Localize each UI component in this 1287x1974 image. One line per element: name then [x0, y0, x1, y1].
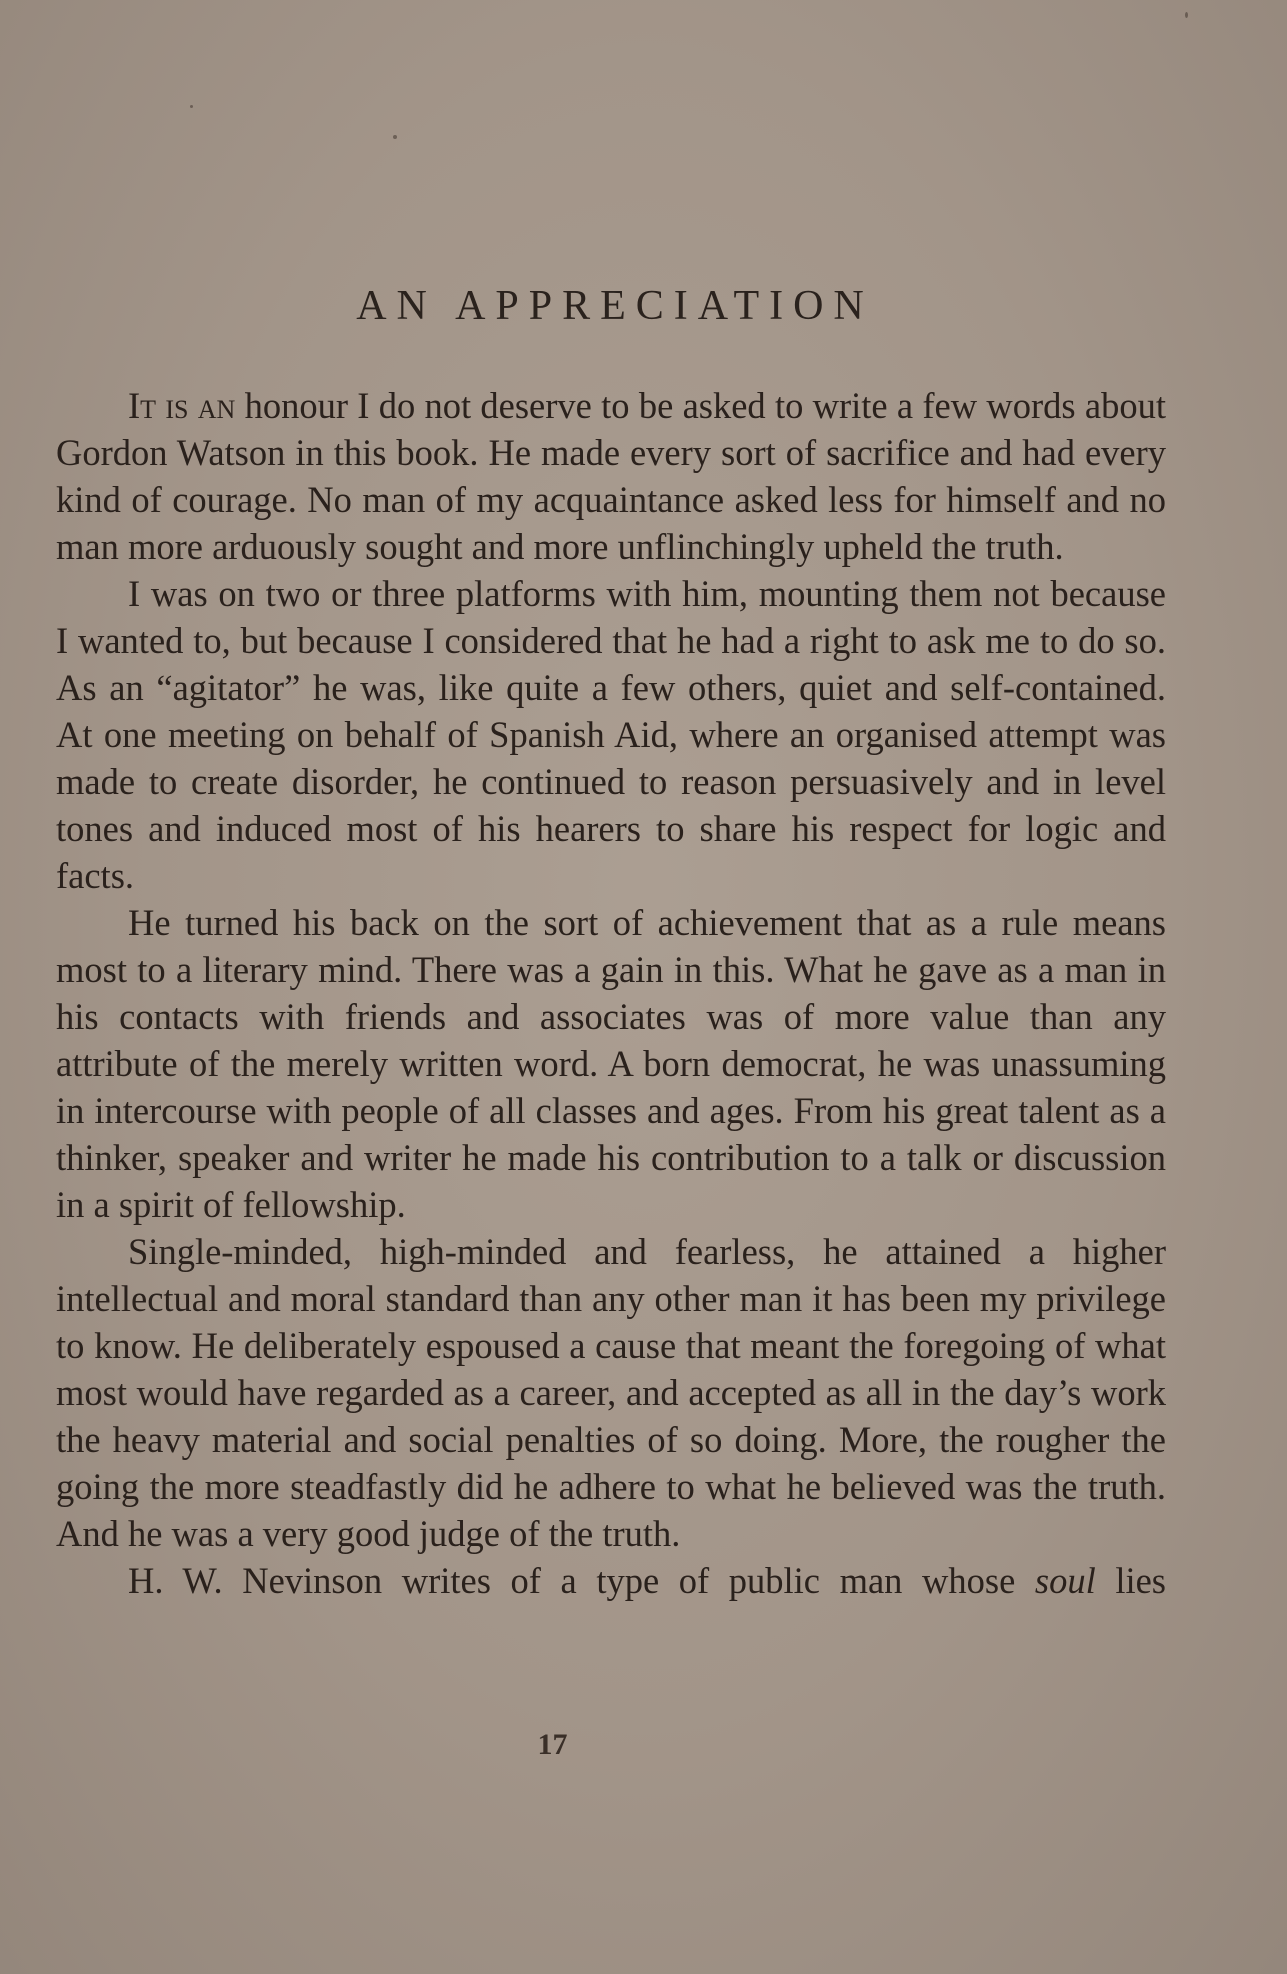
- page-number: 17: [537, 1728, 568, 1761]
- paragraph-text: I was on two or three platforms with him, mounting them not because I wanted to, but because I considered that he had a right to ask me to do so. As an “agitator” he was, like quite a few others, quiet and self-contained. At one meeting on behalf of Spanish Aid, where an organised attempt was made to create disorder, he continued to reason persuasively and in level tones and induced most of his hearers to share his respect for logic and facts.: [56, 573, 1166, 896]
- paragraph-text: Single-minded, high-minded and fearless, he attained a higher intellectual and moral standard than any other man it has been my privilege to know. He deliberately espoused a cause that meant the foregoing of what most would have regarded as a career, and accepted as all in the day’s work the heavy material and social penalties of so doing. More, the rougher the going the more steadfastly did he adhere to what he believed was the truth. And he was a very good judge of the truth.: [56, 1231, 1166, 1554]
- paper-speck: [190, 105, 193, 108]
- paper-speck: [1185, 12, 1188, 18]
- chapter-body: [56, 382, 1166, 1604]
- chapter-title: AN APPRECIATION: [356, 283, 874, 329]
- paragraph-text: H. W. Nevinson writes of a type of public man whose: [128, 1560, 1035, 1601]
- paragraph-lead-smallcaps: It is an: [128, 385, 236, 426]
- paragraph: [56, 382, 1166, 570]
- paragraph: [56, 570, 1166, 899]
- paragraph-text: He turned his back on the sort of achievement that as a rule means most to a literary mind. There was a gain in this. What he gave as a man in his contacts with friends and associates was of more value than any attribute of the merely written word. A born democrat, he was unassuming in intercourse with people of all classes and ages. From his great talent as a thinker, speaker and writer he made his contribution to a talk or discussion in a spirit of fellowship.: [56, 902, 1166, 1225]
- paper-speck: [393, 135, 397, 139]
- emphasis-word: soul: [1034, 1560, 1096, 1601]
- paragraph: [56, 1228, 1166, 1557]
- paragraph-text: honour I do not deserve to be asked to write a few words about Gordon Watson in this book. He made every sort of sacrifice and had every kind of courage. No man of my acquaintance asked less for himself and no man more arduously sought and more unflinchingly upheld the truth.: [56, 385, 1166, 567]
- paragraph-text: lies: [1095, 1560, 1167, 1601]
- paragraph: [56, 899, 1166, 1228]
- paragraph: [56, 1557, 1166, 1604]
